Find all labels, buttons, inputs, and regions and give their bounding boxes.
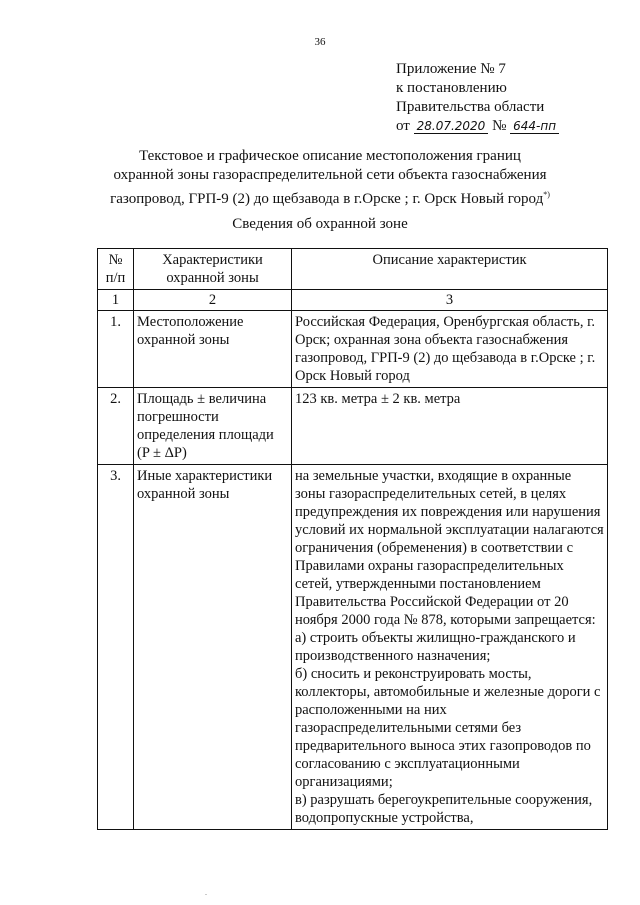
table-header-row [98, 249, 608, 290]
column-number-row [98, 290, 608, 311]
table-row [98, 311, 608, 388]
header-number: № п/п [98, 249, 134, 290]
date-prefix: от [396, 118, 410, 134]
row-description: 123 кв. метра ± 2 кв. метра [292, 388, 608, 465]
row-characteristic: Иные характеристики охранной зоны [134, 465, 292, 830]
table-row [98, 388, 608, 465]
zone-info-table [97, 248, 608, 830]
column-number-3: 3 [292, 290, 608, 311]
row-description: Российская Федерация, Оренбургская область, г. Орск; охранная зона объекта газоснабжения газопровод, ГРП-9 (2) до щебзавода в г.Орске ; г. Орск Новый город [292, 311, 608, 388]
appendix-date-line [396, 117, 616, 136]
column-number-2: 2 [134, 290, 292, 311]
restrictions-intro: на земельные участки, входящие в охранные зоны газораспределительных сетей, в целях предупреждения их повреждения или нарушения условий их нормальной эксплуатации налагаются ограничения (обременения) в соответствии с Правилами охраны газораспределительных сетей, утвержденными постановлением Правительства Российской Федерации от 20 ноября 2000 года № 878, которыми запрещается: [295, 468, 604, 628]
appendix-block [396, 60, 616, 136]
title-line-3 [60, 185, 600, 209]
row-description [292, 465, 608, 830]
restriction-item-c: в) разрушать берегоукрепительные сооружения, водопропускные устройства, [295, 792, 593, 826]
row-number: 3. [98, 465, 134, 830]
page-number: 36 [314, 36, 326, 48]
table-row [98, 465, 608, 830]
row-number: 2. [98, 388, 134, 465]
document-title [60, 147, 600, 209]
appendix-title: Приложение № 7 [396, 61, 506, 77]
header-characteristics: Характеристики охранной зоны [134, 249, 292, 290]
row-characteristic: Площадь ± величина погрешности определения площади (P ± ΔP) [134, 388, 292, 465]
appendix-authority-line: Правительства области [396, 99, 545, 115]
title-line-2: охранной зоны газораспределительной сети объекта газоснабжения [113, 167, 547, 183]
column-number-1: 1 [98, 290, 134, 311]
handwritten-date: 28.07.2020 [414, 119, 489, 134]
title-line-3-text: газопровод, ГРП-9 (2) до щебзавода в г.Орске ; г. Орск Новый город [110, 191, 544, 207]
handwritten-number: 644-пп [510, 119, 559, 134]
header-description: Описание характеристик [292, 249, 608, 290]
appendix-ref-line: к постановлению [396, 80, 507, 96]
title-line-1: Текстовое и графическое описание местоположения границ [139, 148, 521, 164]
row-characteristic: Местоположение охранной зоны [134, 311, 292, 388]
row-number: 1. [98, 311, 134, 388]
number-prefix: № [492, 118, 507, 134]
footnote-mark: *) [543, 190, 550, 199]
restriction-item-b: б) сносить и реконструировать мосты, коллекторы, автомобильные и железные дороги с расположенными на них газораспределительными сетями без предварительного выноса этих газопроводов по согласованию с эксплуатационными организациями; [295, 666, 601, 790]
scan-speck: . [205, 888, 207, 897]
restriction-item-a: а) строить объекты жилищно-гражданского и производственного назначения; [295, 630, 576, 664]
section-subtitle: Сведения об охранной зоне [232, 216, 408, 232]
